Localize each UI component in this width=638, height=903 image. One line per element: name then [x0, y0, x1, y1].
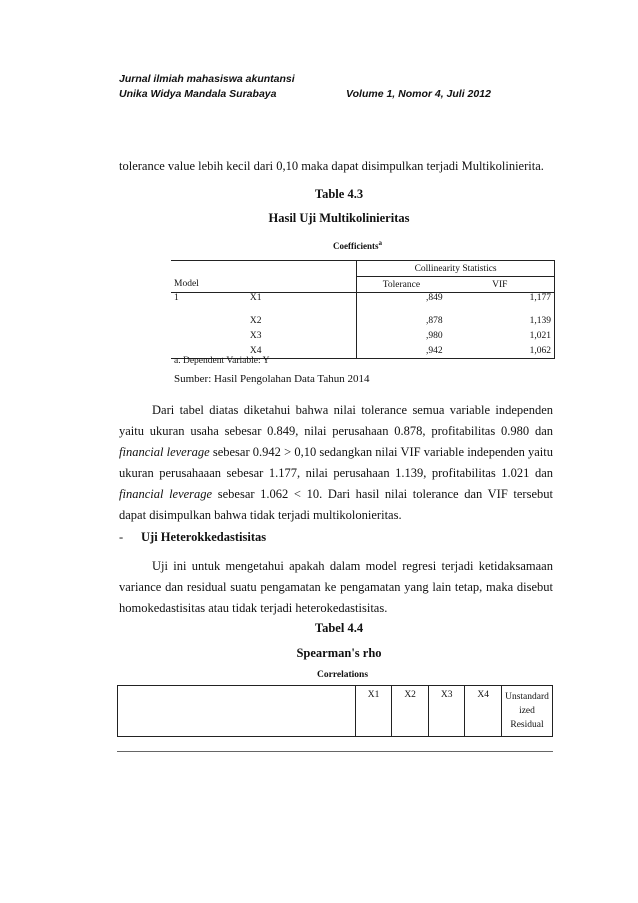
tolerance-header: Tolerance	[357, 277, 446, 293]
tolerance-cell: ,980	[426, 330, 443, 341]
correlations-table	[117, 685, 553, 737]
journal-name: Jurnal ilmiah mahasiswa akuntansi	[119, 73, 295, 85]
vif-cell: 1,021	[446, 328, 555, 343]
table-4-3-title: Hasil Uji Multikolinieritas	[268, 211, 410, 225]
paragraph-1	[119, 400, 553, 526]
paragraph-2: Uji ini untuk mengetahui apakah dalam model regresi terjadi ketidaksamaan variance dan residual suatu pengamatan ke pengamatan yang lain tetap, maka disebut homokedastisitas atau tidak terjadi heterokedastisitas.	[119, 559, 553, 615]
col-x3: X3	[428, 686, 465, 737]
table-4-4-title: Spearman's rho	[296, 646, 382, 660]
tolerance-cell: ,878	[426, 315, 443, 326]
paragraph-1-part-2: sebesar 0.942 > 0,10 sedangkan nilai VIF variable independen yaitu ukuran perusahaaan sebesar 1.177, nilai perusahaan 1.139, profitabilitas 1.021 dan	[119, 445, 553, 480]
col-residual-line-2: ized	[519, 706, 535, 716]
var-header	[247, 277, 357, 293]
vif-cell: 1,139	[446, 313, 555, 328]
tolerance-cell: ,942	[357, 343, 446, 359]
col-x2: X2	[392, 686, 429, 737]
var-cell: X4	[247, 343, 357, 359]
table-source: Sumber: Hasil Pengolahan Data Tahun 2014	[174, 373, 370, 385]
paragraph-1-part-1: Dari tabel diatas diketahui bahwa nilai tolerance semua variable independen yaitu ukuran usaha sebesar 0.849, nilai perusahaan 0.878, profitabilitas 0.980 dan	[119, 403, 553, 438]
coefficients-caption	[333, 239, 382, 251]
var-cell: X2	[247, 313, 357, 328]
correlations-caption: Correlations	[317, 670, 369, 680]
paragraph-1-italic-1: financial leverage	[119, 445, 210, 459]
table-column-header-row	[171, 277, 555, 293]
var-cell: X1	[247, 293, 357, 314]
table-group-header-row	[171, 261, 555, 277]
empty-header-cell	[171, 261, 357, 277]
table-footnote: a. Dependent Variable: Y	[174, 356, 270, 366]
col-residual-line-1: Unstandard	[505, 692, 549, 702]
section-title: Uji Heterokkedastisitas	[141, 530, 267, 544]
collinearity-group-header: Collinearity Statistics	[357, 261, 555, 277]
vif-cell: 1,177	[446, 293, 555, 314]
footer-rule	[117, 751, 553, 752]
paragraph-1-part-3: sebesar 1.062 < 10. Dari hasil nilai tolerance dan VIF tersebut dapat disimpulkan bahwa tidak terjadi multikolonieritas.	[119, 487, 553, 522]
col-x1: X1	[355, 686, 392, 737]
correlations-header-row	[118, 686, 553, 737]
volume-info: Volume 1, Nomor 4, Juli 2012	[346, 88, 491, 100]
var-cell: X3	[247, 328, 357, 343]
coefficients-caption-sup: a	[378, 239, 382, 247]
col-residual-line-3: Residual	[510, 720, 544, 730]
section-bullet: -	[119, 530, 124, 544]
coefficients-table	[171, 260, 555, 359]
table-row	[171, 293, 555, 314]
table-row	[171, 328, 555, 343]
model-number: 1	[174, 293, 179, 303]
model-header: Model	[171, 277, 247, 293]
paragraph-1-italic-2: financial leverage	[119, 487, 213, 501]
col-x4: X4	[465, 686, 502, 737]
vif-header: VIF	[446, 277, 555, 293]
vif-cell: 1,062	[446, 343, 555, 359]
col-unstandardized-residual	[502, 686, 553, 737]
tolerance-cell: ,849	[426, 293, 443, 303]
table-4-4-label: Tabel 4.4	[314, 621, 364, 635]
empty-header-cell	[118, 686, 356, 737]
table-4-3-label: Table 4.3	[314, 187, 364, 201]
coefficients-caption-text: Coefficients	[333, 241, 379, 251]
table-row	[171, 313, 555, 328]
university-name: Unika Widya Mandala Surabaya	[119, 88, 277, 100]
intro-line: tolerance value lebih kecil dari 0,10 maka dapat disimpulkan terjadi Multikolinierita.	[119, 159, 544, 173]
